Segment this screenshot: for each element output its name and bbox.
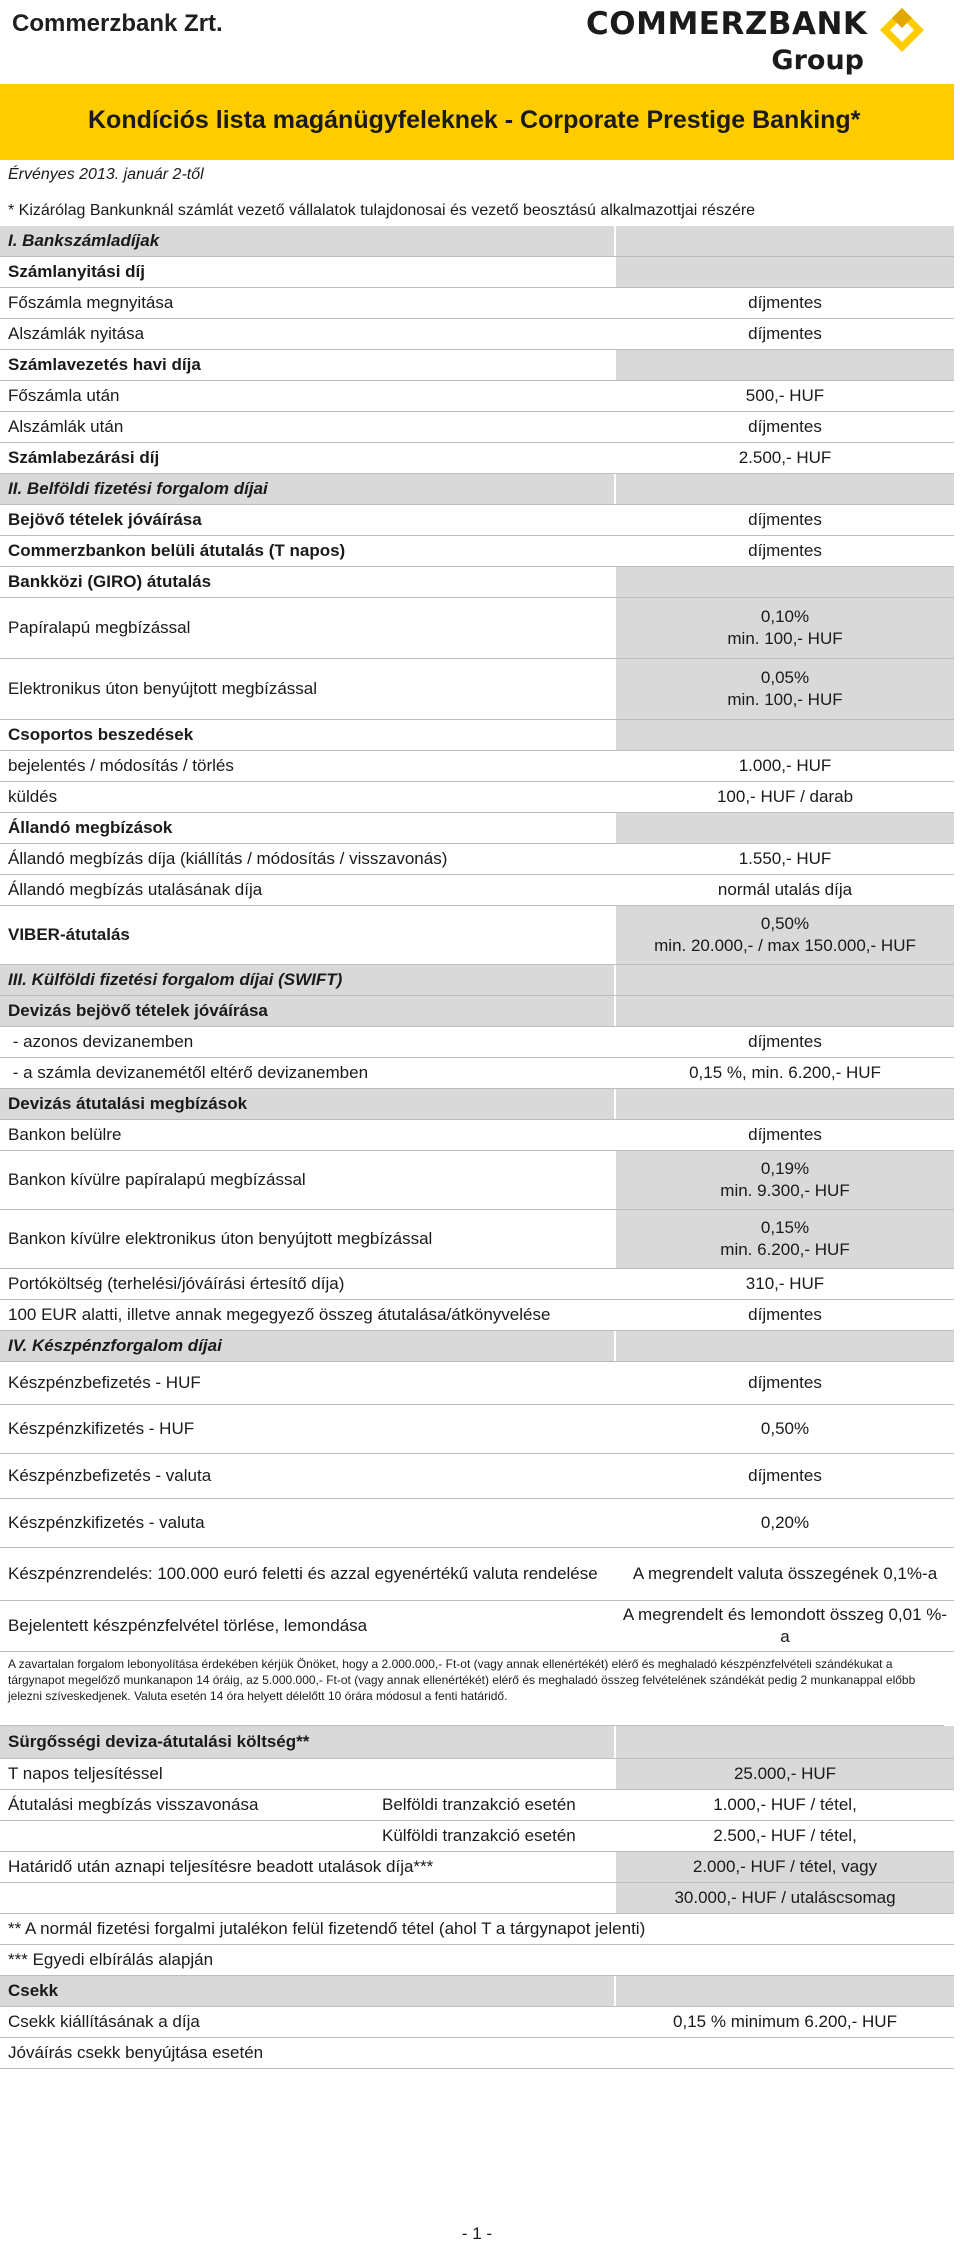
table-row <box>0 2007 954 2038</box>
row-label: Bankon kívülre elektronikus úton benyújtott megbízással <box>8 1229 433 1248</box>
page-number: - 1 - <box>461 2224 493 2243</box>
row-label: Bankon kívülre papíralapú megbízással <box>8 1170 306 1189</box>
row-label: Állandó megbízás díja (kiállítás / módosítás / visszavonás) <box>8 849 448 868</box>
logo-wordmark: COMMERZBANK <box>586 6 868 42</box>
table-row <box>0 1089 954 1120</box>
table-row <box>0 1548 954 1601</box>
section-title-account-fees: I. Bankszámladíjak <box>0 226 614 256</box>
row-value: 0,15 %, min. 6.200,- HUF <box>616 1058 954 1088</box>
row-value: 30.000,- HUF / utaláscsomag <box>616 1883 954 1913</box>
row-label: Bejövő tételek jóváírása <box>8 510 202 529</box>
row-label: Készpénzkifizetés - HUF <box>8 1419 195 1438</box>
row-value: A megrendelt és lemondott összeg 0,01 %-a <box>616 1601 954 1651</box>
row-value: 2.500,- HUF / tétel, <box>616 1821 954 1851</box>
table-row <box>0 1852 954 1883</box>
table-row <box>0 350 954 381</box>
table-row <box>0 1405 954 1454</box>
row-value: díjmentes <box>616 505 954 535</box>
row-value: 2.500,- HUF <box>616 443 954 473</box>
row-value: díjmentes <box>616 319 954 349</box>
row-value: 0,15% min. 6.200,- HUF <box>616 1210 954 1268</box>
table-row <box>0 1726 954 1759</box>
row-label: Készpénzkifizetés - valuta <box>8 1513 205 1532</box>
row-value: díjmentes <box>616 536 954 566</box>
table-row <box>0 1269 954 1300</box>
row-value: 0,19% min. 9.300,- HUF <box>616 1151 954 1209</box>
table-row <box>0 505 954 536</box>
table-row <box>0 1151 954 1210</box>
logo-group-text: Group <box>771 45 864 76</box>
row-label: - azonos devizanemben <box>8 1032 194 1051</box>
row-label: Határidő után aznapi teljesítésre beadott utalások díja*** <box>8 1857 434 1876</box>
table-row <box>0 813 954 844</box>
table-row <box>0 1790 954 1821</box>
row-value: normál utalás díja <box>616 875 954 905</box>
table-row <box>0 257 954 288</box>
validity-date: Érvényes 2013. január 2-től <box>8 166 204 183</box>
row-value: díjmentes <box>616 1300 954 1330</box>
table-row <box>0 1883 954 1914</box>
row-label: Elektronikus úton benyújtott megbízással <box>8 679 318 698</box>
table-row <box>0 1914 954 1945</box>
row-value: 2.000,- HUF / tétel, vagy <box>616 1852 954 1882</box>
table-row <box>0 443 954 474</box>
row-label: 100 EUR alatti, illetve annak megegyező összeg átutalása/átkönyvelése <box>8 1305 551 1324</box>
row-label: - a számla devizanemétől eltérő devizanemben <box>8 1063 369 1082</box>
table-row <box>0 659 954 720</box>
row-label: Átutalási megbízás visszavonása <box>8 1795 259 1814</box>
row-label: Bankközi (GIRO) átutalás <box>8 572 212 591</box>
page-header <box>0 0 960 82</box>
cash-notice: A zavartalan forgalom lebonyolítása érdekében kérjük Önöket, hogy a 2.000.000,- Ft-ot (vagy annak ellenértékét) elérő és meghaladó készpénzfelvételi szándékukat a tárgynapot megelőző munkanapon 14 óráig, az 5.000.000,- Ft-ot (vagy annak ellenértékét) elérő és meghaladó összeg felvételének szándékát pedig 2 munkanappal előbb jelezni szíveskedjenek. Valuta esetén 14 óra helyett délelőtt 10 órára módosul a fenti határidő. <box>0 1652 944 1726</box>
row-label: Sürgősségi deviza-átutalási költség** <box>0 1726 614 1758</box>
row-value: díjmentes <box>616 1362 954 1404</box>
eligibility-note: * Kizárólag Bankunknál számlát vezető vállalatok tulajdonosai és vezető beosztású alkalmazottjai részére <box>8 202 756 219</box>
row-value: díjmentes <box>616 412 954 442</box>
row-label: Állandó megbízás utalásának díja <box>8 880 263 899</box>
row-label: Főszámla után <box>8 386 120 405</box>
row-value: díjmentes <box>616 1454 954 1498</box>
section-title-foreign-payments: III. Külföldi fizetési forgalom díjai (SWIFT) <box>0 965 614 995</box>
title-banner <box>0 84 954 160</box>
table-row <box>0 844 954 875</box>
row-label: Készpénzrendelés: 100.000 euró feletti és azzal egyenértékű valuta rendelése <box>8 1564 598 1583</box>
row-value: 0,05% min. 100,- HUF <box>616 659 954 719</box>
footnote: ** A normál fizetési forgalmi jutalékon felül fizetendő tétel (ahol T a tárgynapot jelenti) <box>8 1919 646 1938</box>
company-name: Commerzbank Zrt. <box>12 10 223 37</box>
table-row <box>0 1362 954 1405</box>
row-label: Bankon belülre <box>8 1125 122 1144</box>
row-label: Commerzbankon belüli átutalás (T napos) <box>8 541 346 560</box>
commerzbank-ribbon-icon <box>878 6 926 54</box>
section-title-cash: IV. Készpénzforgalom díjai <box>0 1331 614 1361</box>
section-heading <box>0 965 954 996</box>
row-label: Csekk <box>0 1976 614 2006</box>
row-value: 0,50% min. 20.000,- / max 150.000,- HUF <box>616 906 954 964</box>
row-label: T napos teljesítéssel <box>8 1764 163 1783</box>
section-title-domestic-payments: II. Belföldi fizetési forgalom díjai <box>0 474 614 504</box>
row-value: 1.000,- HUF / tétel, <box>616 1790 954 1820</box>
table-row <box>0 2038 954 2069</box>
row-value: 500,- HUF <box>616 381 954 411</box>
table-row <box>0 319 954 350</box>
row-label: Devizás átutalási megbízások <box>0 1089 614 1119</box>
row-label: Bejelentett készpénzfelvétel törlése, lemondása <box>8 1616 368 1635</box>
fee-table <box>0 226 954 2069</box>
row-value: 1.000,- HUF <box>616 751 954 781</box>
row-label: Főszámla megnyitása <box>8 293 174 312</box>
table-row <box>0 720 954 751</box>
table-row <box>0 1821 954 1852</box>
table-row <box>0 1759 954 1790</box>
commerzbank-logo <box>586 6 926 78</box>
row-label: küldés <box>8 787 58 806</box>
table-row <box>0 1945 954 1976</box>
row-label: VIBER-átutalás <box>8 925 130 944</box>
row-value: 0,15 % minimum 6.200,- HUF <box>616 2007 954 2037</box>
table-row <box>0 996 954 1027</box>
section-heading <box>0 226 954 257</box>
row-value: 1.550,- HUF <box>616 844 954 874</box>
table-row <box>0 1454 954 1499</box>
row-value: 100,- HUF / darab <box>616 782 954 812</box>
row-value: 0,10% min. 100,- HUF <box>616 598 954 658</box>
row-label: bejelentés / módosítás / törlés <box>8 756 234 775</box>
row-value: 25.000,- HUF <box>616 1759 954 1789</box>
table-row <box>0 567 954 598</box>
row-value: 0,20% <box>616 1499 954 1547</box>
row-label: Készpénzbefizetés - valuta <box>8 1466 212 1485</box>
row-label: Portóköltség (terhelési/jóváírási értesítő díja) <box>8 1274 345 1293</box>
table-row <box>0 412 954 443</box>
table-row <box>0 1300 954 1331</box>
table-row <box>0 381 954 412</box>
row-label: Számlavezetés havi díja <box>8 355 201 374</box>
section-heading <box>0 474 954 505</box>
table-row <box>0 782 954 813</box>
row-label: Devizás bejövő tételek jóváírása <box>0 996 614 1026</box>
table-row <box>0 1027 954 1058</box>
row-label: Számlabezárási díj <box>8 448 160 467</box>
row-value: A megrendelt valuta összegének 0,1%-a <box>616 1548 954 1600</box>
row-label: Állandó megbízások <box>8 818 173 837</box>
table-row <box>0 1976 954 2007</box>
row-sublabel: Belföldi tranzakció esetén <box>382 1795 576 1814</box>
table-row <box>0 751 954 782</box>
row-value: 0,50% <box>616 1405 954 1453</box>
row-label: Alszámlák után <box>8 417 124 436</box>
table-row <box>0 906 954 965</box>
row-value: díjmentes <box>616 1120 954 1150</box>
row-label: Csoportos beszedések <box>8 725 194 744</box>
page-title: Kondíciós lista magánügyfeleknek - Corporate Prestige Banking* <box>88 106 861 134</box>
row-label: Készpénzbefizetés - HUF <box>8 1373 201 1392</box>
table-row <box>0 1499 954 1548</box>
table-row <box>0 875 954 906</box>
table-row <box>0 1210 954 1269</box>
section-heading <box>0 1331 954 1362</box>
table-row <box>0 1601 954 1652</box>
row-label: Papíralapú megbízással <box>8 618 191 637</box>
row-label: Csekk kiállításának a díja <box>8 2012 200 2031</box>
row-value: díjmentes <box>616 1027 954 1057</box>
row-sublabel: Külföldi tranzakció esetén <box>382 1826 576 1845</box>
row-label: Jóváírás csekk benyújtása esetén <box>8 2043 264 2062</box>
row-value: díjmentes <box>616 288 954 318</box>
row-label: Számlanyitási díj <box>8 262 145 281</box>
table-row <box>0 288 954 319</box>
table-row <box>0 1120 954 1151</box>
table-row <box>0 1058 954 1089</box>
table-row <box>0 598 954 659</box>
row-value: 310,- HUF <box>616 1269 954 1299</box>
row-label: Alszámlák nyitása <box>8 324 145 343</box>
table-row <box>0 536 954 567</box>
footnote: *** Egyedi elbírálás alapján <box>8 1950 214 1969</box>
